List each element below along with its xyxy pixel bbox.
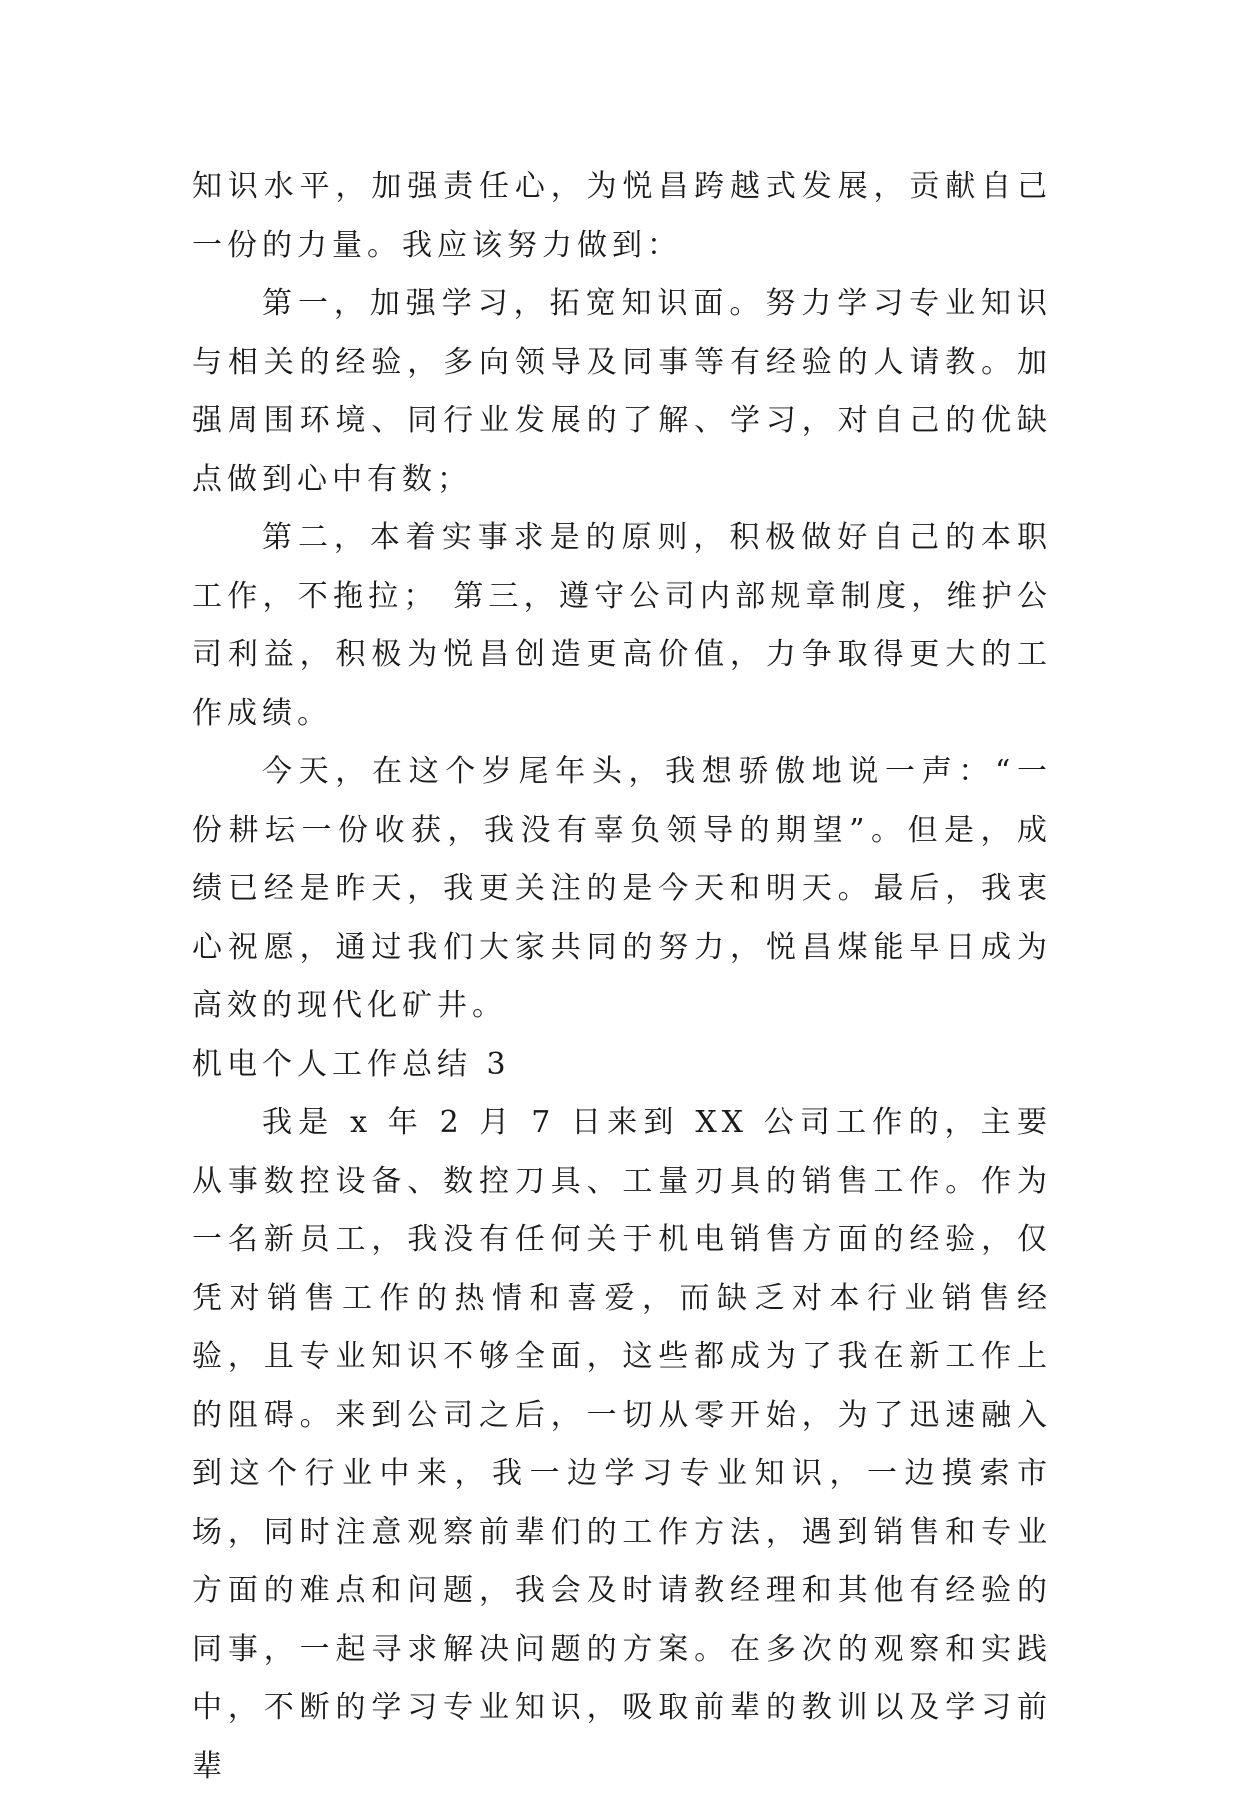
section-title: 机电个人工作总结 3 <box>192 1046 511 1082</box>
paragraph-section-body: 我是 x 年 2 月 7 日来到 XX 公司工作的，主要从事数控设备、数控刀具、工量刃具的销售工作。作为一名新员工，我没有任何关于机电销售方面的经验，仅凭对销售工作的热情和喜爱，而缺乏对本行业销售经验，且专业知识不够全面，这些都成为了我在新工作上的阻碍。来到公司之后，一切从零开始，为了迅速融入到这个行业中来，我一边学习专业知识，一边摸索市场，同时注意观察前辈们的工作方法，遇到销售和专业方面的难点和问题，我会及时请教经理和其他有经验的同事，一起寻求解决问题的方案。在多次的观察和实践中，不断的学习专业知识，吸取前辈的教训以及学习前辈 <box>192 1105 1052 1784</box>
paragraph-second-third-point: 第二，本着实事求是的原则，积极做好自己的本职工作，不拖拉； 第三，遵守公司内部规章制度，维护公司利益，积极为悦昌创造更高价值，力争取得更大的工作成绩。 <box>192 520 1052 731</box>
paragraph-first-point: 第一，加强学习，拓宽知识面。努力学习专业知识与相关的经验，多向领导及同事等有经验的人请教。加强周围环境、同行业发展的了解、学习，对自己的优缺点做到心中有数； <box>192 286 1052 497</box>
paragraph-continuation: 知识水平，加强责任心，为悦昌跨越式发展，贡献自己一份的力量。我应该努力做到： <box>192 169 1052 263</box>
document-body <box>192 158 1052 1796</box>
paragraph-closing: 今天，在这个岁尾年头，我想骄傲地说一声：“一份耕坛一份收获，我没有辜负领导的期望”。但是，成绩已经是昨天，我更关注的是今天和明天。最后，我衷心祝愿，通过我们大家共同的努力，悦昌煤能早日成为高效的现代化矿井。 <box>192 754 1052 1023</box>
